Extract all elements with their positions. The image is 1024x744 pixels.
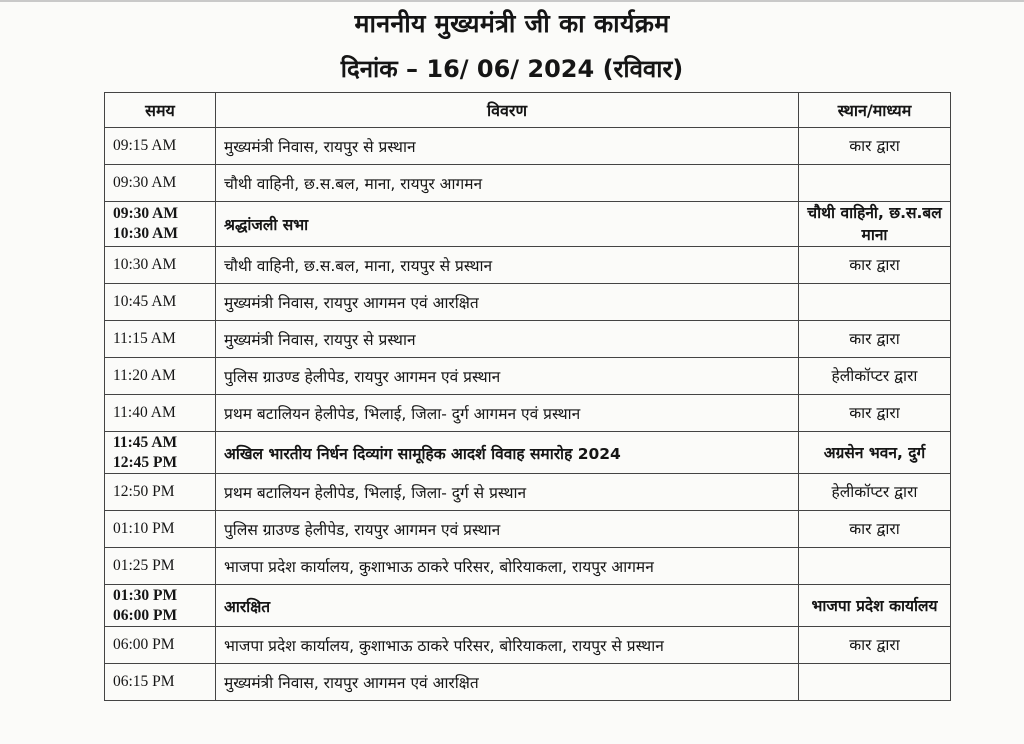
table-row xyxy=(105,474,951,511)
table-row xyxy=(105,202,951,247)
time-value: 10:30 AM xyxy=(113,225,179,242)
time-value: 06:15 PM xyxy=(113,673,175,690)
details-cell: आरक्षित xyxy=(216,585,799,627)
details-cell: मुख्यमंत्री निवास, रायपुर से प्रस्थान xyxy=(216,321,799,358)
place-cell: भाजपा प्रदेश कार्यालय xyxy=(799,585,951,627)
table-row xyxy=(105,432,951,474)
place-cell: कार द्वारा xyxy=(799,247,951,284)
time-cell xyxy=(105,247,216,284)
place-cell: हेलीकॉप्टर द्वारा xyxy=(799,358,951,395)
time-cell xyxy=(105,128,216,165)
time-cell xyxy=(105,321,216,358)
details-cell: भाजपा प्रदेश कार्यालय, कुशाभाऊ ठाकरे परिसर, बोरियाकला, रायपुर आगमन xyxy=(216,548,799,585)
table-row xyxy=(105,627,951,664)
details-cell: प्रथम बटालियन हेलीपेड, भिलाई, जिला- दुर्ग से प्रस्थान xyxy=(216,474,799,511)
time-cell xyxy=(105,627,216,664)
time-cell xyxy=(105,395,216,432)
header-details: विवरण xyxy=(216,93,799,128)
details-cell: पुलिस ग्राउण्ड हेलीपेड, रायपुर आगमन एवं प्रस्थान xyxy=(216,511,799,548)
table-header-row xyxy=(105,93,951,128)
time-value: 01:25 PM xyxy=(113,557,175,574)
header-time: समय xyxy=(105,93,216,128)
details-cell: मुख्यमंत्री निवास, रायपुर से प्रस्थान xyxy=(216,128,799,165)
time-value: 10:30 AM xyxy=(113,256,177,273)
header-place: स्थान/माध्यम xyxy=(799,93,951,128)
table-row xyxy=(105,585,951,627)
place-cell: कार द्वारा xyxy=(799,321,951,358)
place-cell: अग्रसेन भवन, दुर्ग xyxy=(799,432,951,474)
page-title: माननीय मुख्यमंत्री जी का कार्यक्रम xyxy=(354,9,670,38)
time-value: 10:45 AM xyxy=(113,293,177,310)
details-cell: मुख्यमंत्री निवास, रायपुर आगमन एवं आरक्षित xyxy=(216,284,799,321)
details-cell: भाजपा प्रदेश कार्यालय, कुशाभाऊ ठाकरे परिसर, बोरियाकला, रायपुर से प्रस्थान xyxy=(216,627,799,664)
place-cell: चौथी वाहिनी, छ.स.बल माना xyxy=(799,202,951,247)
time-value: 12:45 PM xyxy=(113,453,178,471)
time-cell xyxy=(105,664,216,701)
top-border-line xyxy=(0,0,1024,2)
details-cell: चौथी वाहिनी, छ.स.बल, माना, रायपुर से प्रस्थान xyxy=(216,247,799,284)
time-value: 11:20 AM xyxy=(113,367,176,384)
time-value: 11:15 AM xyxy=(113,330,176,347)
place-cell: कार द्वारा xyxy=(799,511,951,548)
time-value: 12:50 PM xyxy=(113,483,175,500)
time-cell xyxy=(105,358,216,395)
table-row xyxy=(105,284,951,321)
place-cell: कार द्वारा xyxy=(799,395,951,432)
schedule-table xyxy=(104,92,951,701)
date-line: दिनांक – 16/ 06/ 2024 (रविवार) xyxy=(340,55,684,83)
time-cell xyxy=(105,284,216,321)
details-cell: चौथी वाहिनी, छ.स.बल, माना, रायपुर आगमन xyxy=(216,165,799,202)
place-cell xyxy=(799,165,951,202)
table-row xyxy=(105,664,951,701)
table-row xyxy=(105,358,951,395)
time-value: 09:15 AM xyxy=(113,137,177,154)
time-cell xyxy=(105,202,216,247)
time-cell xyxy=(105,548,216,585)
place-cell: कार द्वारा xyxy=(799,128,951,165)
place-cell: कार द्वारा xyxy=(799,627,951,664)
table-row xyxy=(105,511,951,548)
table-row xyxy=(105,128,951,165)
place-cell xyxy=(799,284,951,321)
time-cell xyxy=(105,165,216,202)
time-cell xyxy=(105,585,216,627)
place-cell: हेलीकॉप्टर द्वारा xyxy=(799,474,951,511)
table-row xyxy=(105,165,951,202)
schedule-rows xyxy=(105,128,951,701)
table-row xyxy=(105,247,951,284)
details-cell: श्रद्धांजली सभा xyxy=(216,202,799,247)
details-cell: पुलिस ग्राउण्ड हेलीपेड, रायपुर आगमन एवं प्रस्थान xyxy=(216,358,799,395)
details-cell: प्रथम बटालियन हेलीपेड, भिलाई, जिला- दुर्ग आगमन एवं प्रस्थान xyxy=(216,395,799,432)
time-cell xyxy=(105,474,216,511)
time-value: 09:30 AM xyxy=(113,174,177,191)
table-row xyxy=(105,395,951,432)
table-row xyxy=(105,548,951,585)
time-value: 11:40 AM xyxy=(113,404,176,421)
time-value: 09:30 AM xyxy=(113,205,179,222)
time-value: 01:30 PM xyxy=(113,586,178,604)
time-cell xyxy=(105,432,216,474)
time-value: 11:45 AM xyxy=(113,433,178,451)
time-cell xyxy=(105,511,216,548)
details-cell: मुख्यमंत्री निवास, रायपुर आगमन एवं आरक्षित xyxy=(216,664,799,701)
time-value: 06:00 PM xyxy=(113,606,178,624)
time-value: 01:10 PM xyxy=(113,520,175,537)
time-value: 06:00 PM xyxy=(113,636,175,653)
place-cell xyxy=(799,664,951,701)
place-cell xyxy=(799,548,951,585)
table-row xyxy=(105,321,951,358)
details-cell: अखिल भारतीय निर्धन दिव्यांग सामूहिक आदर्श विवाह समारोह 2024 xyxy=(216,432,799,474)
